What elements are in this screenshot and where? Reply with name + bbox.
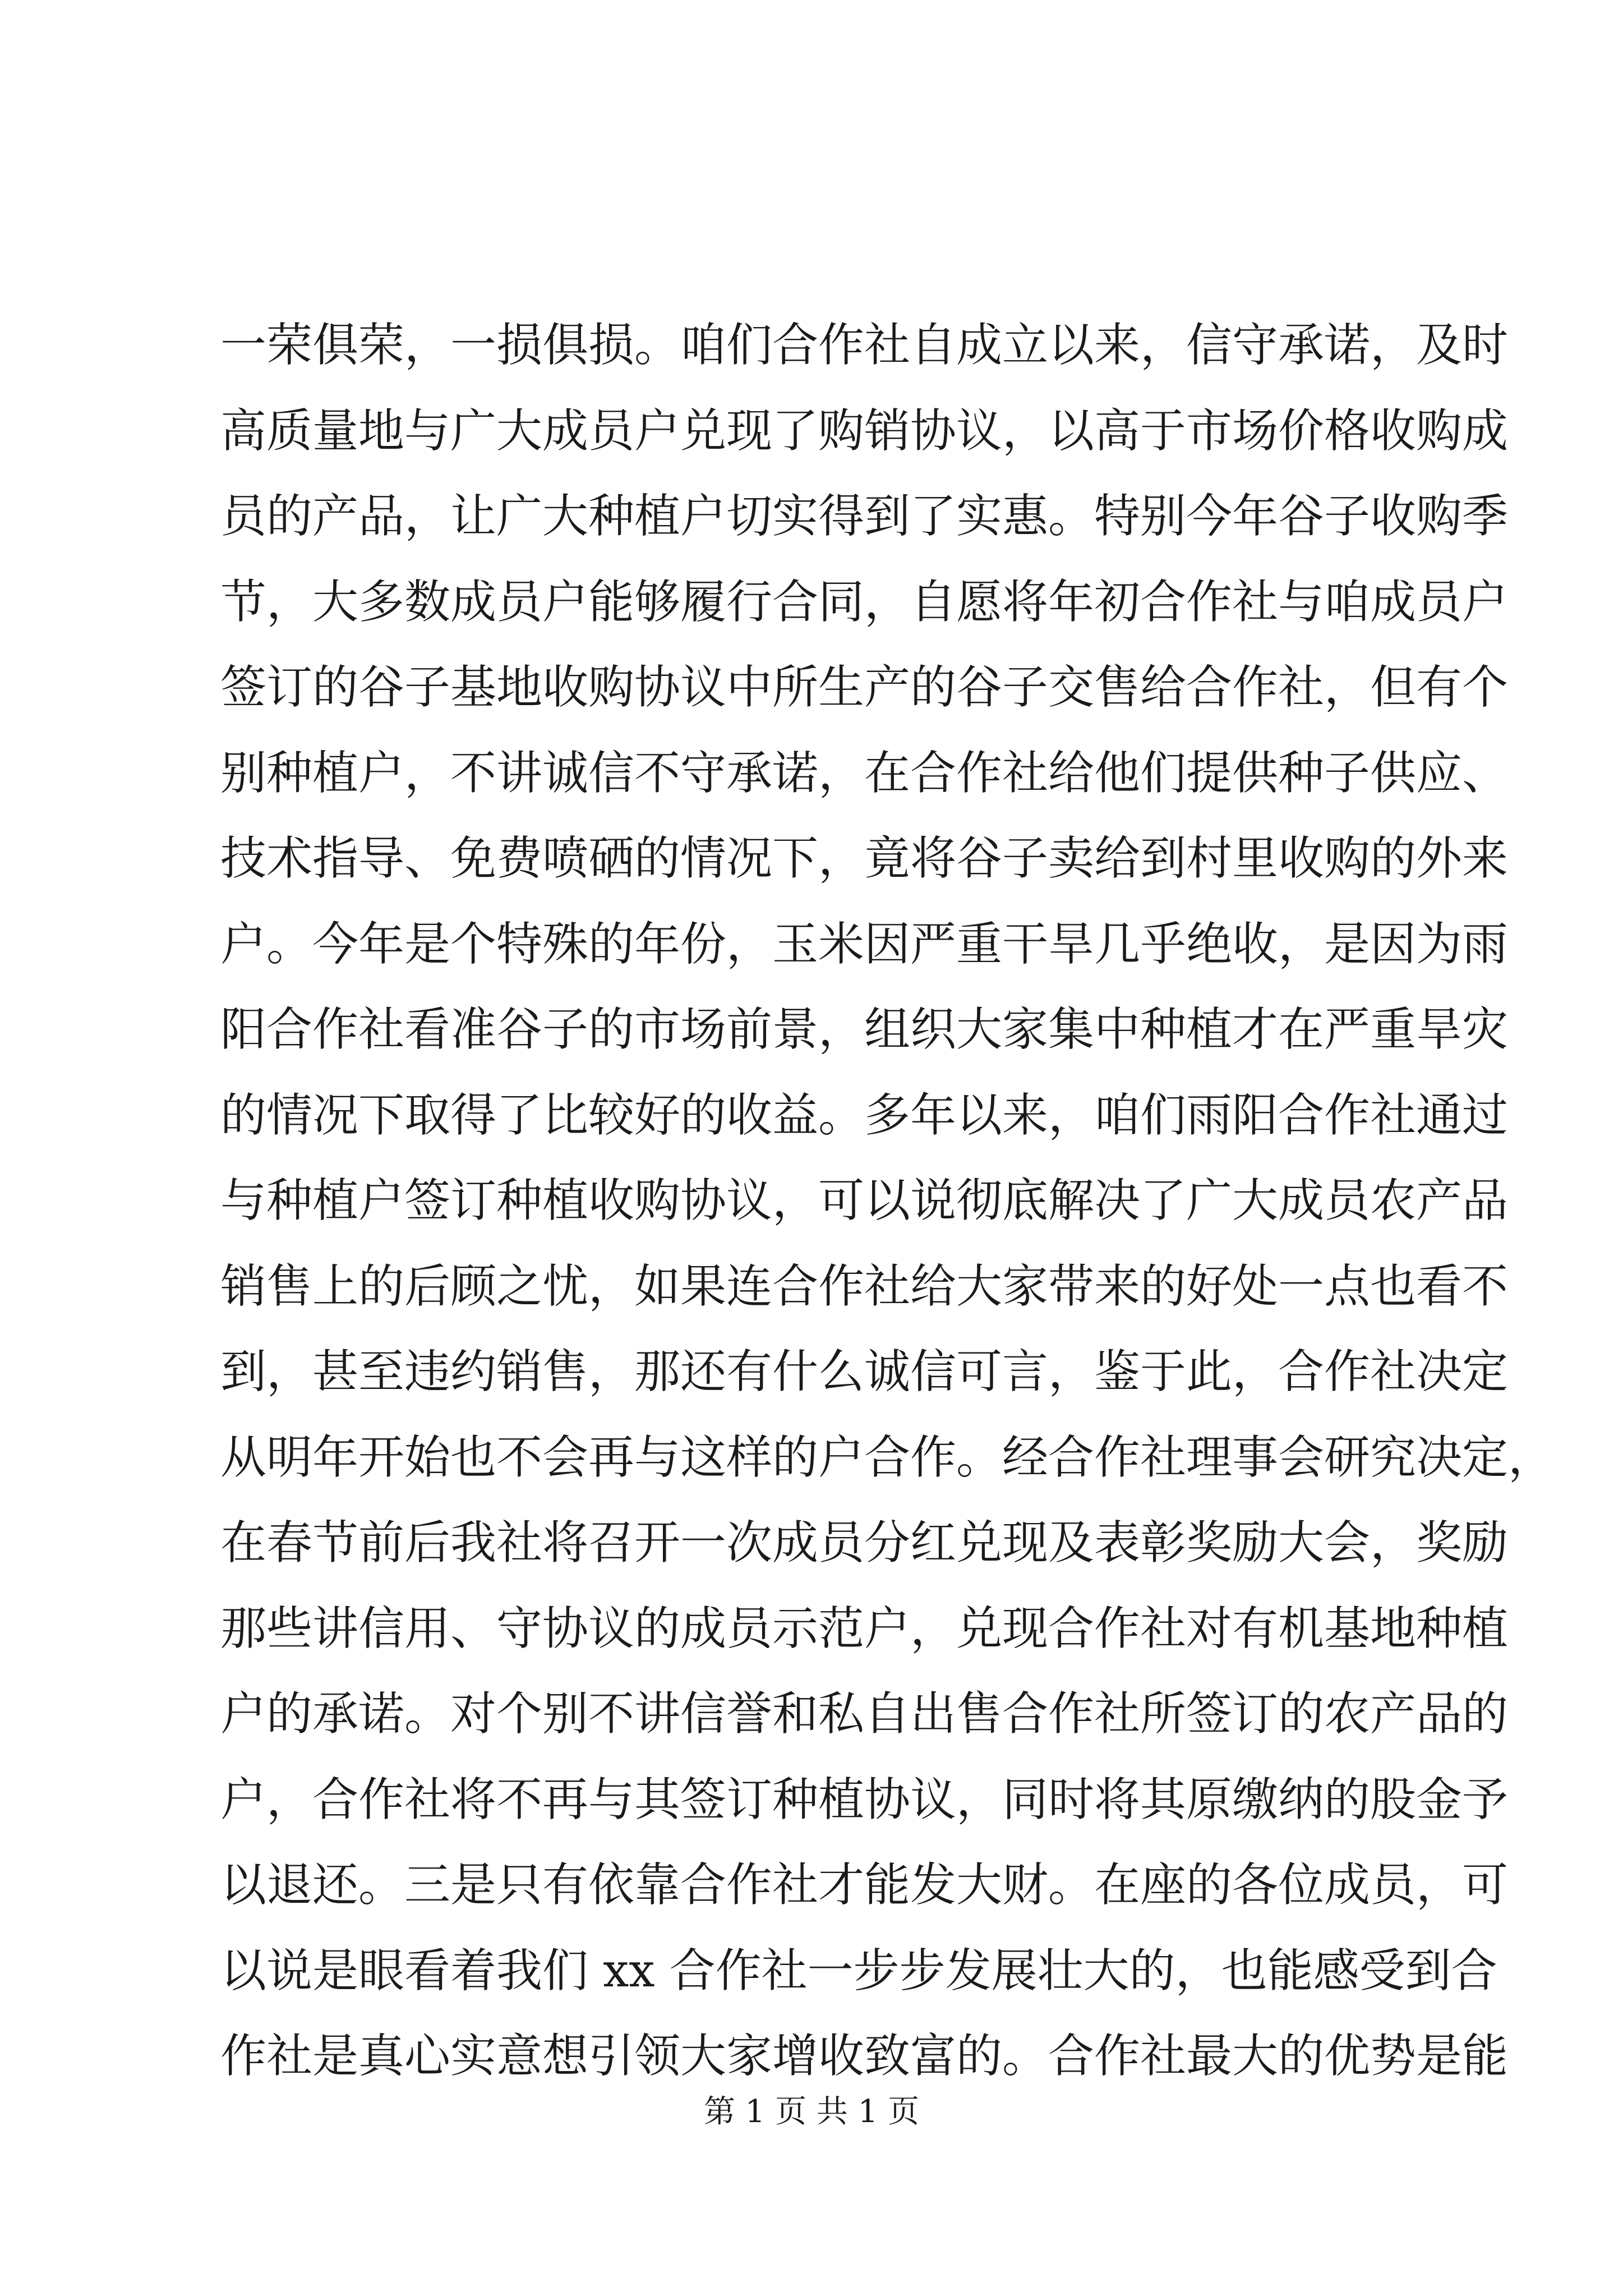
text-line: 与种植户签订种植收购协议，可以说彻底解决了广大成员农产品	[220, 1174, 1509, 1227]
text-line: 户的承诺。对个别不讲信誉和私自出售合作社所签订的农产品的	[220, 1687, 1509, 1741]
text-line: 一荣俱荣，一损俱损。咱们合作社自成立以来，信守承诺，及时	[220, 319, 1509, 372]
text-line: 技术指导、免费喷硒的情况下，竟将谷子卖给到村里收购的外来	[220, 832, 1509, 885]
text-line: 别种植户，不讲诚信不守承诺，在合作社给他们提供种子供应、	[220, 746, 1509, 800]
text-line: 节，大多数成员户能够履行合同，自愿将年初合作社与咱成员户	[220, 575, 1509, 629]
text-line: 以说是眼看着我们 xx 合作社一步步发展壮大的，也能感受到合	[220, 1944, 1497, 1998]
text-line: 阳合作社看准谷子的市场前景，组织大家集中种植才在严重旱灾	[220, 1003, 1509, 1056]
text-line: 高质量地与广大成员户兑现了购销协议，以高于市场价格收购成	[220, 404, 1509, 458]
body-text	[220, 303, 1555, 2100]
text-line: 户，合作社将不再与其签订种植协议，同时将其原缴纳的股金予	[220, 1773, 1509, 1826]
text-line: 户。今年是个特殊的年份，玉米因严重干旱几乎绝收，是因为雨	[220, 917, 1509, 971]
text-line: 的情况下取得了比较好的收益。多年以来，咱们雨阳合作社通过	[220, 1088, 1509, 1142]
page-footer: 第 1 页 共 1 页	[703, 2093, 920, 2130]
text-line: 员的产品，让广大种植户切实得到了实惠。特别今年谷子收购季	[220, 490, 1509, 543]
text-line: 作社是真心实意想引领大家增收致富的。合作社最大的优势是能	[220, 2030, 1509, 2083]
text-line: 从明年开始也不会再与这样的户合作。经合作社理事会研究决定，	[220, 1430, 1555, 1484]
text-line: 到，甚至违约销售，那还有什么诚信可言，鉴于此，合作社决定	[220, 1345, 1509, 1398]
text-line: 以退还。三是只有依靠合作社才能发大财。在座的各位成员，可	[220, 1858, 1509, 1912]
text-line: 那些讲信用、守协议的成员示范户，兑现合作社对有机基地种植	[220, 1602, 1509, 1655]
text-line: 签订的谷子基地收购协议中所生产的谷子交售给合作社，但有个	[220, 661, 1509, 714]
text-line: 销售上的后顾之忧，如果连合作社给大家带来的好处一点也看不	[220, 1259, 1509, 1313]
text-line: 在春节前后我社将召开一次成员分红兑现及表彰奖励大会，奖励	[220, 1516, 1509, 1570]
